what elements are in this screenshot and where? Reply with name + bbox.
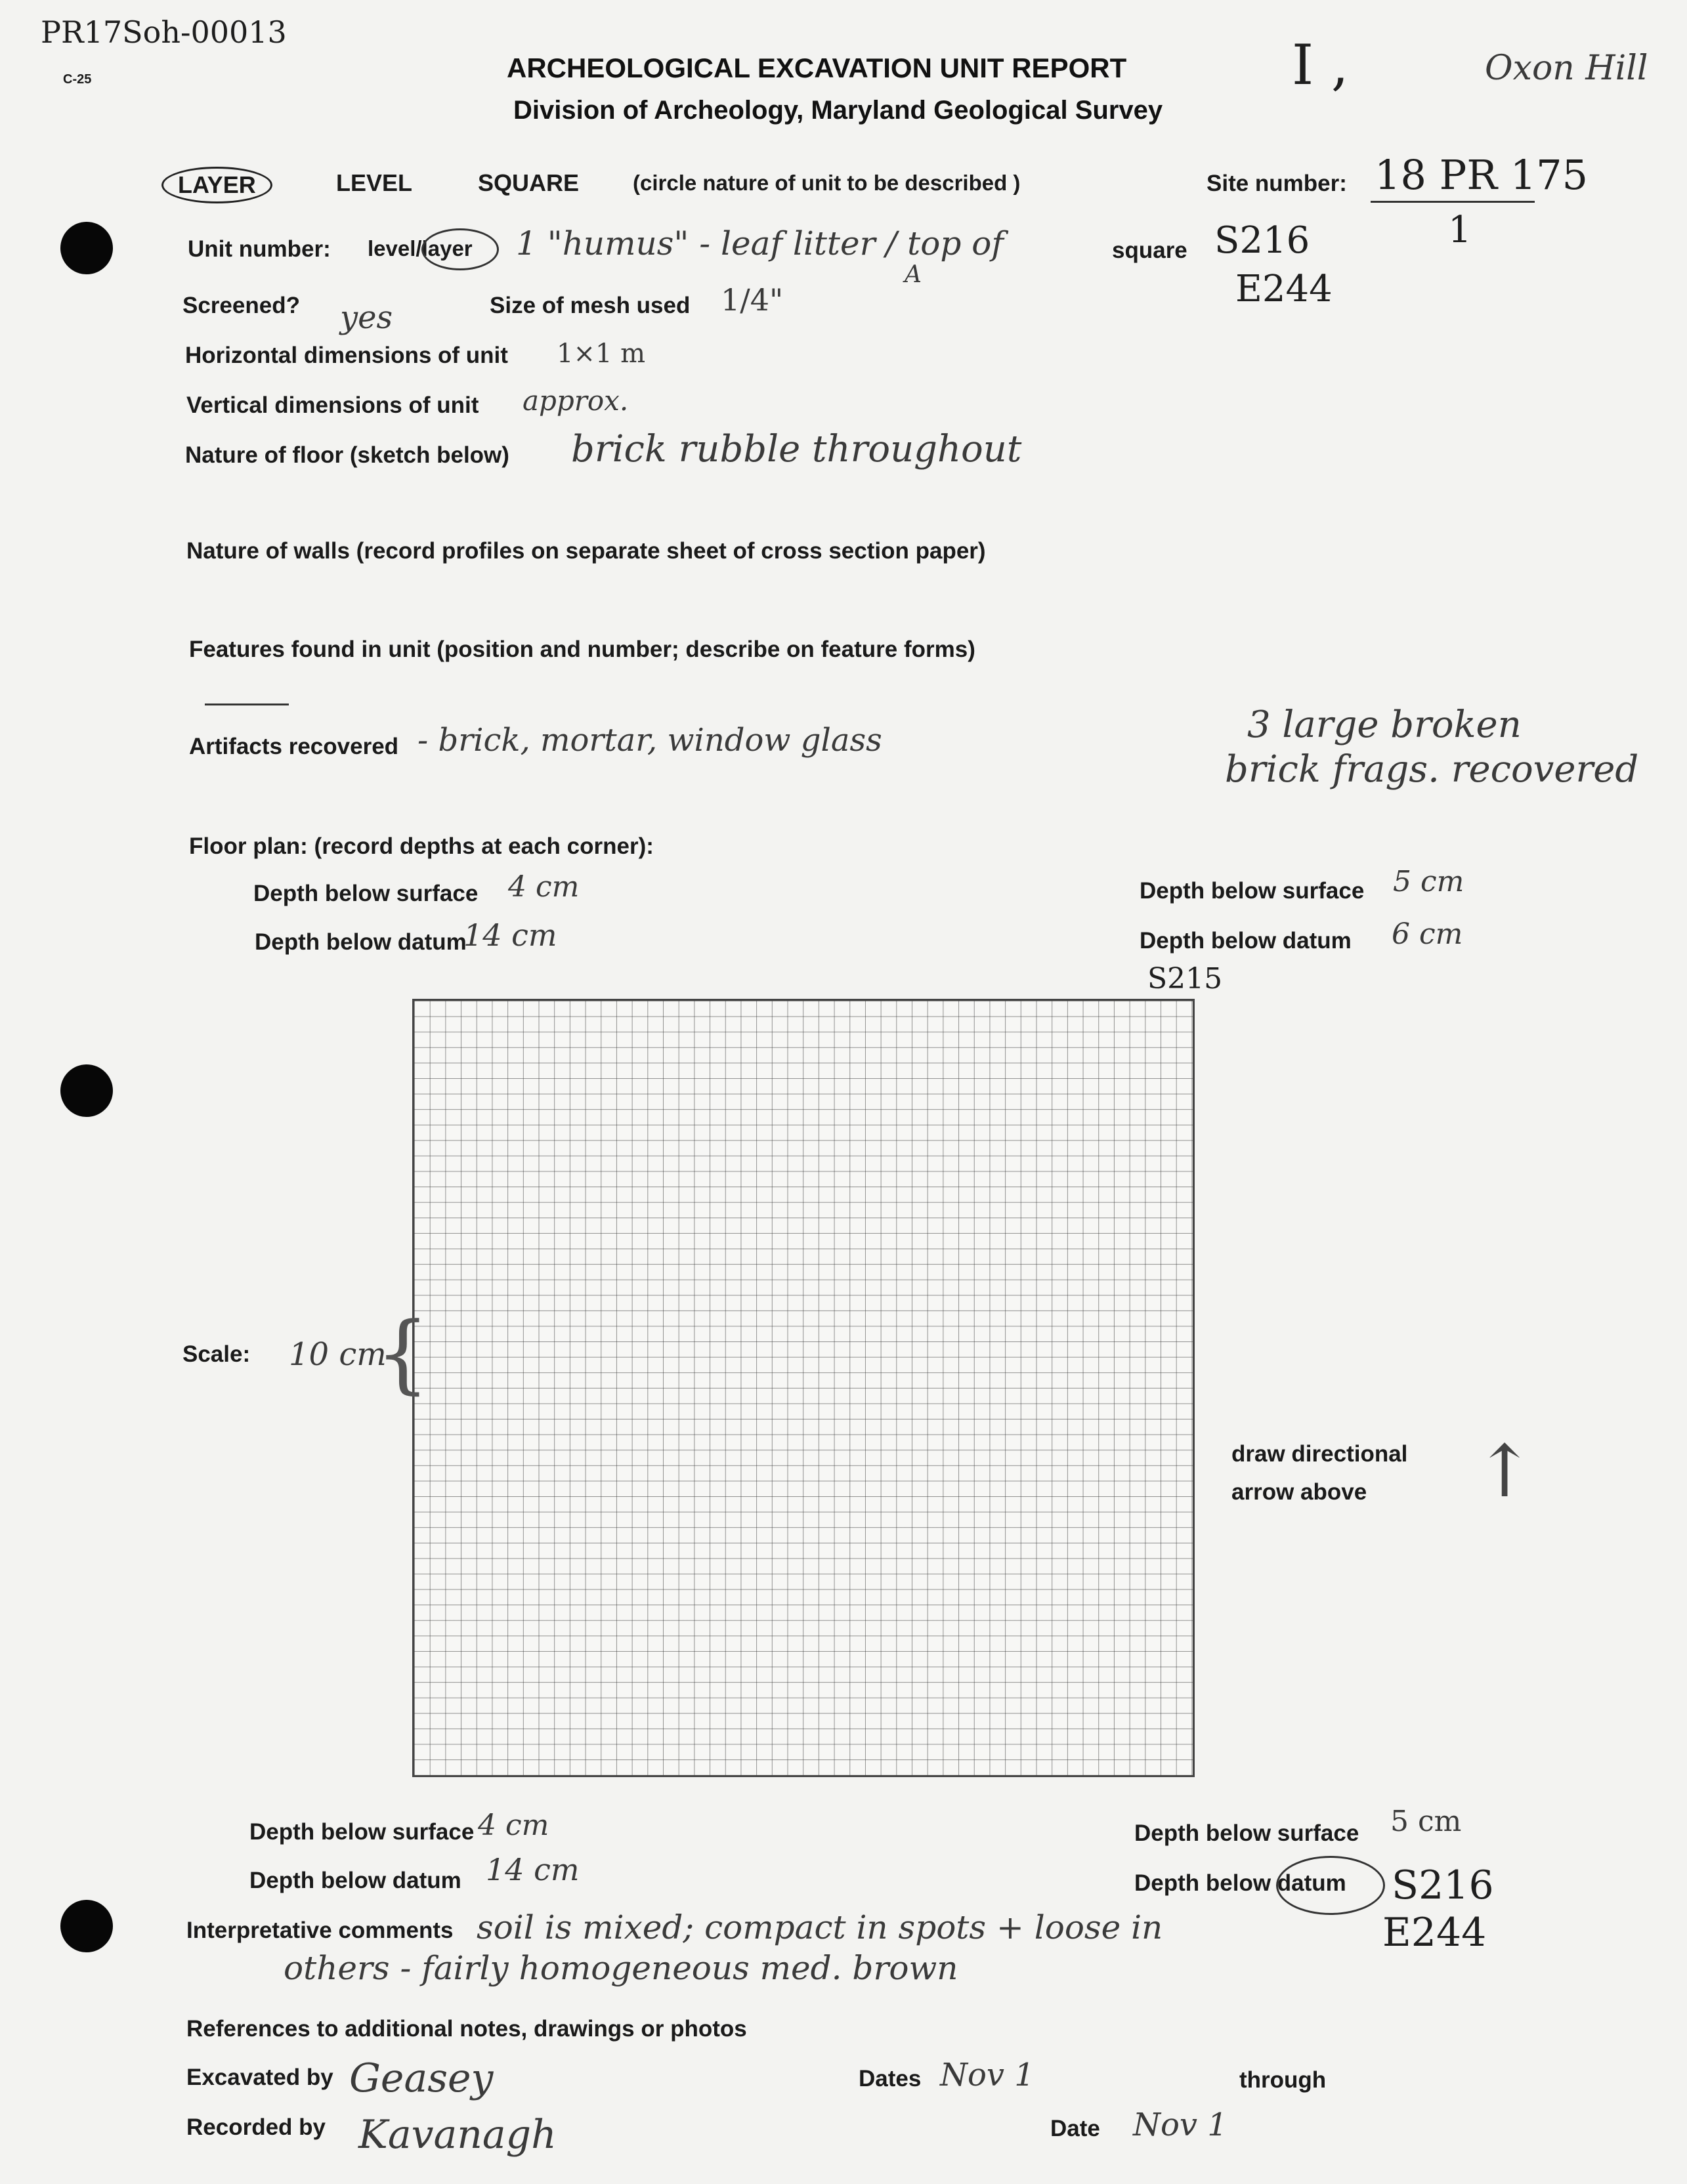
unit-type-level-option[interactable]: LEVEL <box>336 169 413 196</box>
site-number-label: Site number: <box>1207 171 1347 196</box>
vertical-dimensions-value[interactable]: approx. <box>523 385 629 417</box>
bottom-left-depth-datum-label: Depth below datum <box>249 1868 461 1893</box>
through-label: through <box>1239 2067 1327 2093</box>
top-right-depth-datum-value[interactable]: 6 cm <box>1392 917 1463 951</box>
scale-label: Scale: <box>182 1341 251 1367</box>
square-value-s[interactable]: S216 <box>1214 219 1310 262</box>
screened-value[interactable]: yes <box>340 299 393 336</box>
form-code: C-25 <box>63 72 92 87</box>
layer-circle-mark <box>421 228 499 270</box>
top-left-depth-surface-label: Depth below surface <box>253 881 479 906</box>
north-arrow-icon[interactable]: ↑ <box>1474 1429 1535 1513</box>
unit-number-value[interactable]: 1 "humus" - leaf litter / top of <box>516 224 1004 262</box>
site-number-subvalue: 1 <box>1448 209 1472 251</box>
excavated-by-label: Excavated by <box>186 2065 333 2090</box>
square-label: square <box>1112 238 1187 263</box>
square-value-e[interactable]: E244 <box>1235 268 1333 310</box>
bottom-left-depth-surface-value[interactable]: 4 cm <box>478 1809 549 1842</box>
corner-mark: I , <box>1292 33 1349 97</box>
nature-of-floor-label: Nature of floor (sketch below) <box>185 442 509 468</box>
binder-hole-middle <box>60 1064 113 1117</box>
form-subtitle: Division of Archeology, Maryland Geological Survey <box>513 96 1163 125</box>
bottom-right-depth-datum-value-s[interactable]: S216 <box>1392 1862 1494 1908</box>
bottom-left-depth-datum-value[interactable]: 14 cm <box>486 1852 580 1887</box>
datum-circle-mark <box>1276 1856 1385 1915</box>
nature-of-walls-label: Nature of walls (record profiles on separate sheet of cross section paper) <box>186 538 986 564</box>
floor-plan-label: Floor plan: (record depths at each corner): <box>189 833 654 859</box>
scale-value[interactable]: 10 cm <box>289 1336 387 1373</box>
directional-instruction-line2: arrow above <box>1231 1479 1367 1505</box>
mesh-label: Size of mesh used <box>490 293 691 318</box>
top-right-depth-surface-value[interactable]: 5 cm <box>1393 865 1464 898</box>
unit-number-note: A <box>905 261 922 288</box>
grid-corner-mark: S215 <box>1147 962 1223 996</box>
top-left-depth-datum-value[interactable]: 14 cm <box>463 917 557 953</box>
artifacts-value[interactable]: - brick, mortar, window glass <box>417 722 882 759</box>
top-left-depth-datum-label: Depth below datum <box>255 929 467 955</box>
form-title: ARCHEOLOGICAL EXCAVATION UNIT REPORT <box>507 52 1127 83</box>
unit-type-instruction: (circle nature of unit to be described ) <box>633 171 1021 195</box>
interpretative-comments-label: Interpretative comments <box>186 1918 454 1943</box>
level-layer-label: level/layer <box>368 236 473 261</box>
dates-value[interactable]: Nov 1 <box>940 2057 1035 2093</box>
unit-type-square-option[interactable]: SQUARE <box>478 169 580 196</box>
recorded-by-value[interactable]: Kavanagh <box>358 2112 557 2158</box>
references-label: References to additional notes, drawings or photos <box>186 2016 747 2042</box>
interpretative-comments-line2[interactable]: others - fairly homogeneous med. brown <box>284 1949 958 1987</box>
floor-plan-grid[interactable] <box>412 999 1195 1777</box>
interpretative-comments-line1[interactable]: soil is mixed; compact in spots + loose in <box>477 1908 1163 1946</box>
directional-instruction-line1: draw directional <box>1231 1441 1408 1467</box>
binder-hole-top <box>60 222 113 274</box>
mesh-value[interactable]: 1/4" <box>721 282 784 318</box>
stamp-id: PR17Soh-00013 <box>41 14 287 50</box>
bottom-right-depth-datum-label: Depth below datum <box>1134 1870 1346 1896</box>
unit-type-layer-option[interactable]: LAYER <box>161 167 272 203</box>
excavated-by-value[interactable]: Geasey <box>349 2055 494 2101</box>
date-value[interactable]: Nov 1 <box>1133 2107 1228 2143</box>
screened-label: Screened? <box>182 293 300 318</box>
dates-label: Dates <box>859 2066 922 2091</box>
artifacts-note-line1: 3 large broken <box>1247 704 1522 746</box>
nature-of-floor-value[interactable]: brick rubble throughout <box>571 428 1022 471</box>
artifacts-note-line2: brick frags. recovered <box>1225 748 1639 791</box>
site-number-underline <box>1371 201 1535 203</box>
binder-hole-bottom <box>60 1900 113 1952</box>
bottom-right-depth-surface-value[interactable]: 5 cm <box>1390 1805 1462 1838</box>
place-name: Oxon Hill <box>1485 49 1648 88</box>
horizontal-dimensions-value[interactable]: 1×1 m <box>557 339 646 369</box>
features-dash <box>205 704 289 705</box>
artifacts-label: Artifacts recovered <box>189 734 399 759</box>
vertical-dimensions-label: Vertical dimensions of unit <box>186 392 479 418</box>
site-number-value[interactable]: 18 PR 175 <box>1375 151 1589 199</box>
bottom-left-depth-surface-label: Depth below surface <box>249 1819 475 1845</box>
bottom-right-depth-datum-value-e[interactable]: E244 <box>1382 1910 1487 1956</box>
horizontal-dimensions-label: Horizontal dimensions of unit <box>185 343 508 368</box>
top-right-depth-datum-label: Depth below datum <box>1140 928 1352 954</box>
bottom-right-depth-surface-label: Depth below surface <box>1134 1820 1359 1846</box>
top-right-depth-surface-label: Depth below surface <box>1140 878 1365 904</box>
unit-number-label: Unit number: <box>188 236 331 262</box>
date-label: Date <box>1050 2116 1100 2141</box>
scale-brace: { <box>375 1303 430 1403</box>
features-label: Features found in unit (position and number; describe on feature forms) <box>189 637 975 662</box>
recorded-by-label: Recorded by <box>186 2114 326 2140</box>
top-left-depth-surface-value[interactable]: 4 cm <box>508 870 580 904</box>
